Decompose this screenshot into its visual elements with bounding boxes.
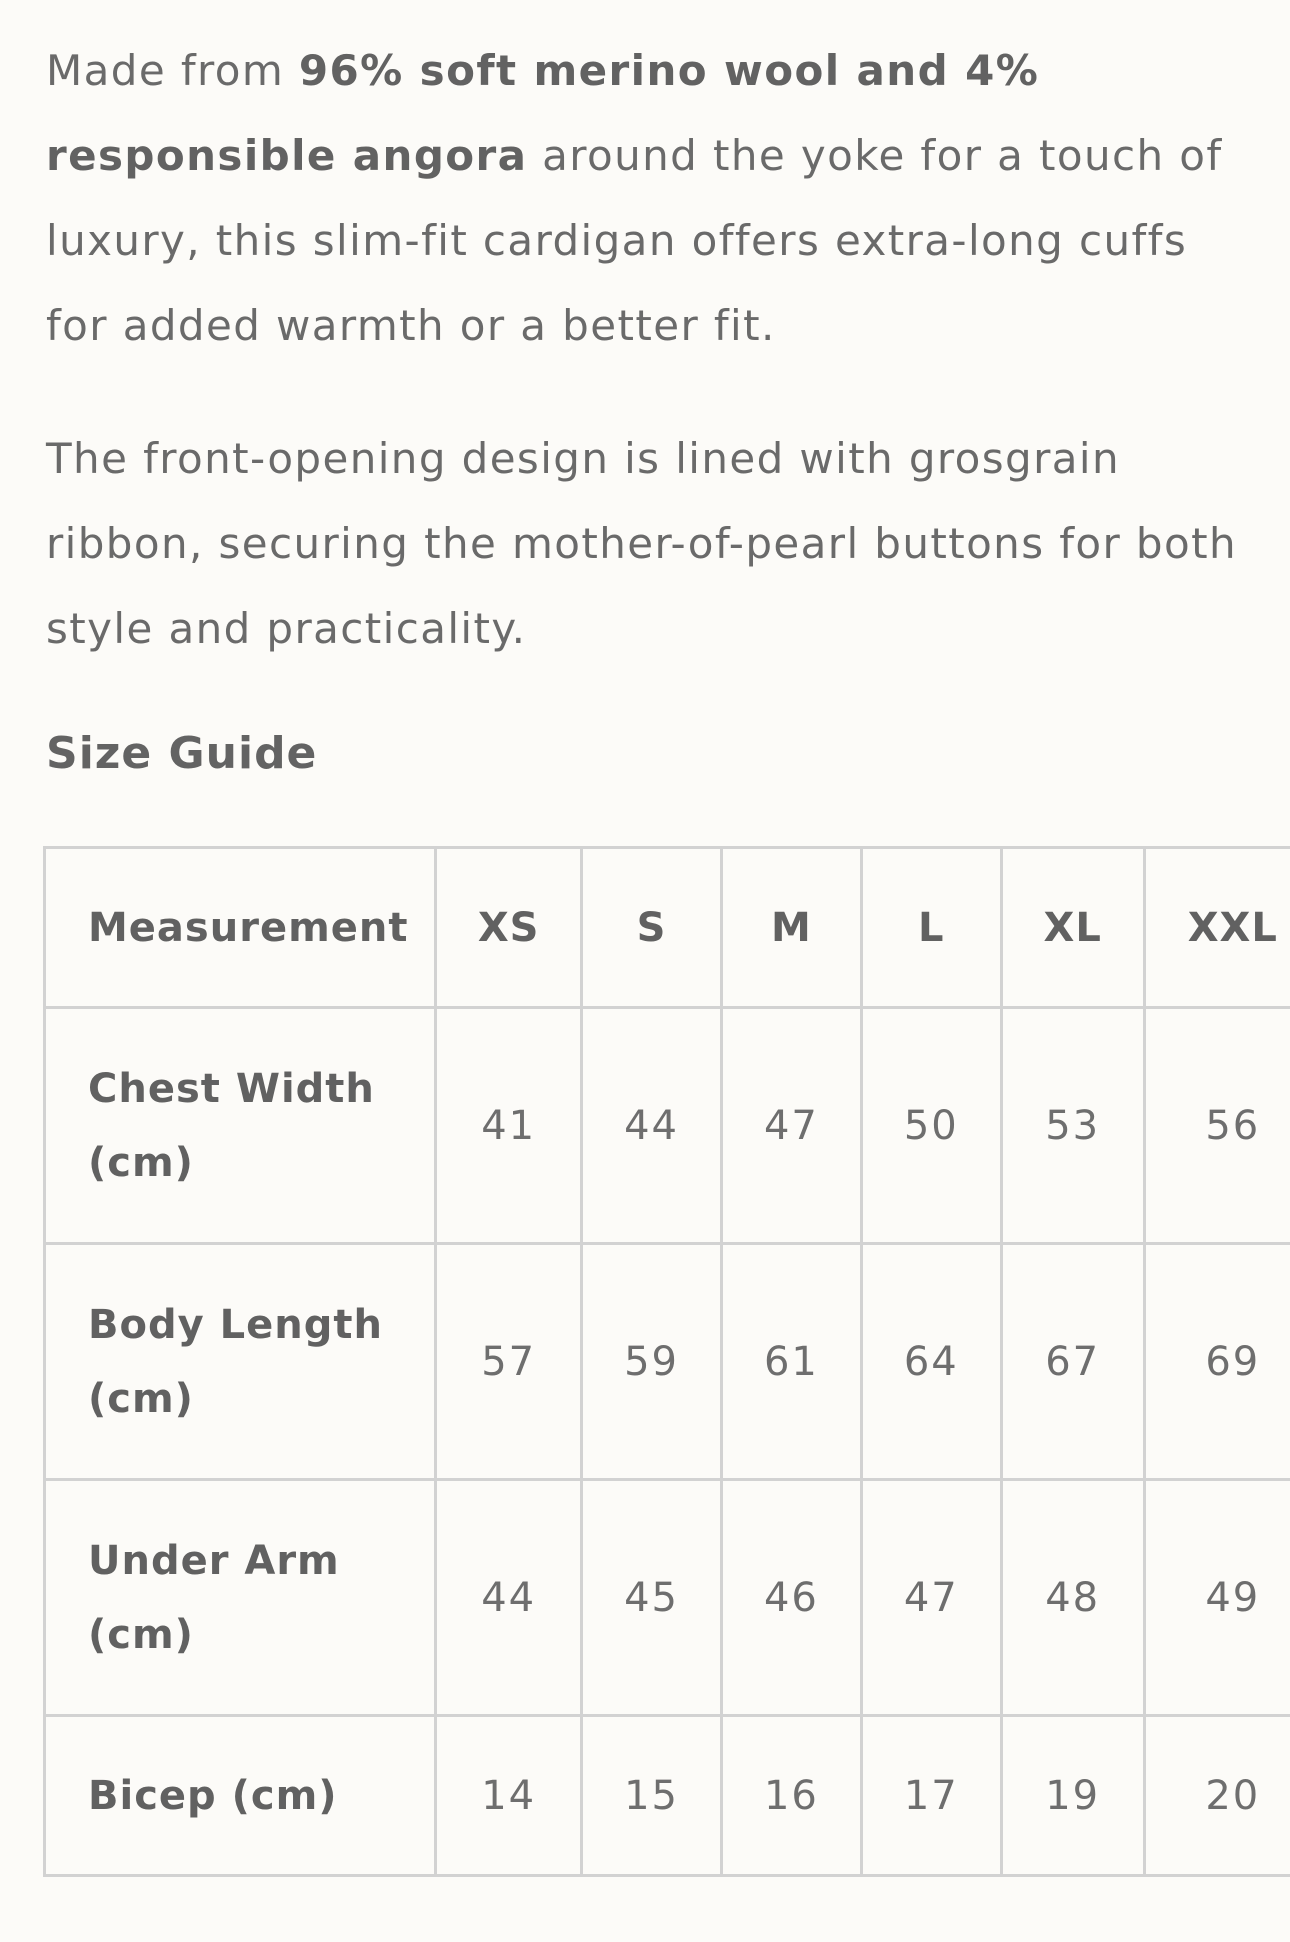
table-row [45, 1244, 1290, 1480]
header-size: M [722, 848, 862, 1008]
table-cell: 57 [436, 1244, 582, 1480]
row-label: Bicep (cm) [45, 1716, 436, 1876]
table-header-row [45, 848, 1290, 1008]
table-cell: 46 [722, 1480, 862, 1716]
product-description [46, 28, 1246, 671]
table-cell: 16 [722, 1716, 862, 1876]
header-measurement: Measurement [45, 848, 436, 1008]
size-guide-heading: Size Guide [46, 728, 318, 779]
table-row [45, 1008, 1290, 1244]
table-cell: 14 [436, 1716, 582, 1876]
row-label: Chest Width (cm) [45, 1008, 436, 1244]
header-size: XL [1001, 848, 1144, 1008]
description-rest: around the yoke for a touch of luxury, this slim-fit cardigan offers extra-long cuffs for added warmth or a better fit. [46, 131, 1223, 350]
table-cell: 67 [1001, 1244, 1144, 1480]
description-material-highlight: 96% soft merino wool and 4% responsible angora [46, 46, 1040, 180]
table-cell: 49 [1144, 1480, 1290, 1716]
table-cell: 17 [861, 1716, 1001, 1876]
table-cell: 44 [436, 1480, 582, 1716]
table-cell: 69 [1144, 1244, 1290, 1480]
row-label: Body Length (cm) [45, 1244, 436, 1480]
size-guide-table [43, 846, 1290, 1877]
header-size: L [861, 848, 1001, 1008]
description-paragraph-1 [46, 28, 1246, 368]
table-cell: 47 [722, 1008, 862, 1244]
description-paragraph-2: The front-opening design is lined with grosgrain ribbon, securing the mother-of-pearl buttons for both style and practicality. [46, 434, 1237, 653]
table-cell: 44 [582, 1008, 722, 1244]
table-cell: 48 [1001, 1480, 1144, 1716]
table-cell: 15 [582, 1716, 722, 1876]
table-cell: 56 [1144, 1008, 1290, 1244]
table-cell: 19 [1001, 1716, 1144, 1876]
table-cell: 47 [861, 1480, 1001, 1716]
table-cell: 50 [861, 1008, 1001, 1244]
table-cell: 45 [582, 1480, 722, 1716]
table-cell: 59 [582, 1244, 722, 1480]
table-cell: 64 [861, 1244, 1001, 1480]
header-size: XXL [1144, 848, 1290, 1008]
header-size: XS [436, 848, 582, 1008]
table-cell: 41 [436, 1008, 582, 1244]
table-cell: 53 [1001, 1008, 1144, 1244]
table-row [45, 1480, 1290, 1716]
table-cell: 20 [1144, 1716, 1290, 1876]
table-cell: 61 [722, 1244, 862, 1480]
header-size: S [582, 848, 722, 1008]
description-intro: Made from [46, 46, 299, 95]
row-label: Under Arm (cm) [45, 1480, 436, 1716]
table-row [45, 1716, 1290, 1876]
